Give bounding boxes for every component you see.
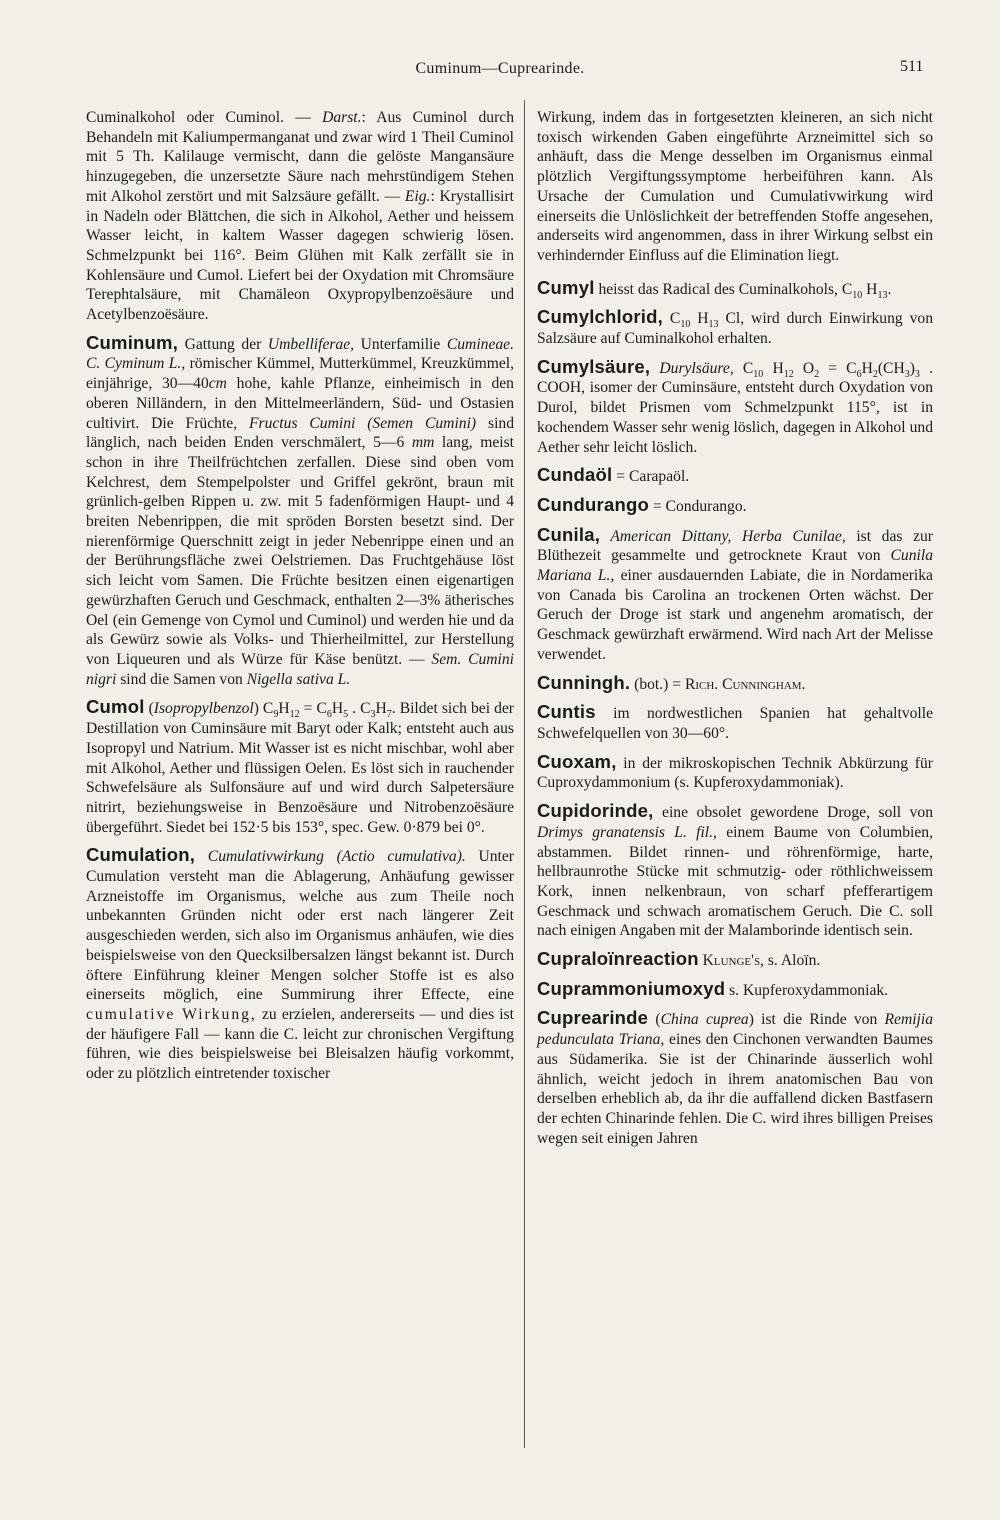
entry-cuntis: Cuntis im nordwestlichen Spanien hat gehaltvolle Schwefelquellen von 30—60°. (537, 701, 933, 742)
entry-cumulation: Cumulation, Cumulativwirkung (Actio cumulativa). Unter Cumulation versteht man die Ablagerung, Anhäufung gewisser Arzneistoffe im Organismus, welche aus zum Theile noch unbekannten Gründen nicht oder erst nach längerer Zeit ausgeschieden werden, sich also im Organismus anhäufen, wie dies beispielsweise von den Quecksilbersalzen längst bekannt ist. Durch öftere Einführung kleiner Mengen solcher Stoffe ist es also einerseits möglich, eine Summirung ihrer Effecte, eine cumulative Wirkung, zu erzielen, andererseits — und dies ist der häufigere Fall — kann die C. leicht zur chronischen Vergiftung führen, wie dies beispielsweise bei Bleisalzen häufig vorkommt, oder zu plötzlich eintretender toxischer (86, 844, 514, 1083)
entry-cumulation-continued: Wirkung, indem das in fortgesetzten kleineren, an sich nicht toxisch wirkenden Gaben eingeführte Arzneimittel sich so anhäuft, dass die Menge desselben im Organismus einmal plötzlich Vergiftungssymptome herbeiführen kann. Als Ursache der Cumulation und Cumulativwirkung wird einerseits die Unlöslichkeit der betreffenden Stoffe angesehen, anderseits wird angenommen, dass in ihrer Wirkung selbst ein verhindernder Einfluss auf die Elimination liegt. (537, 109, 933, 264)
headword-cundaoel: Cundaöl (537, 464, 613, 486)
headword-cuntis: Cuntis (537, 701, 596, 723)
headword-cumylchlorid: Cumylchlorid, (537, 306, 663, 328)
page-number: 511 (900, 58, 924, 75)
entry-cundaoel: Cundaöl = Carapaöl. (537, 464, 690, 486)
headword-cundurango: Cundurango (537, 493, 649, 515)
entry-cunila: Cunila, American Dittany, Herba Cunilae, ist das zur Blüthezeit gesammelte und getrocknete Kraut von Cunila Mariana L., einer ausdauernden Labiate, die in Nordamerika von Canada bis Carolina an trockenen Orten wächst. Der Geruch der Droge ist stark und angenehm aromatisch, der Geschmack gewürzhaft erwärmend. Wird nach Art der Melisse verwendet. (537, 523, 933, 663)
entry-cumylchlorid: Cumylchlorid, $C_{10}$ $H_{13}$ Cl, wird durch Einwirkung von Salzsäure auf Cuminalkohol erhalten. (537, 306, 933, 348)
entry-cuprammoniumoxyd: Cuprammoniumoxyd s. Kupferoxydammoniak. (537, 977, 889, 999)
headword-cumyl: Cumyl (537, 276, 595, 298)
entry-cumol: Cumol (Isopropylbenzol) $C_9H_{12} = C_6H_5$ . $C_3H_7$. Bildet sich bei der Destillation von Cuminsäure mit Baryt oder Kalk; entsteht auch aus Isopropyl und Natrium. Mit Wasser ist es nicht mischbar, wohl aber mit Alkohol, Aether und flüssigen Oelen. Es löst sich in rauchender Schwefelsäure als Sulfonsäure auf und wird durch Salpetersäure nitrirt, beziehungsweise in Benzoësäure und Nitrobenzoësäure übergeführt. Siedet bei 152·5 bis 153°, spec. Gew. 0·879 bei 0°. (86, 696, 514, 836)
headword-cumol: Cumol (86, 696, 145, 718)
headword-cuoxam: Cuoxam, (537, 750, 617, 772)
headword-cunila: Cunila, (537, 523, 601, 545)
headword-cupidorinde: Cupidorinde, (537, 800, 654, 822)
entry-cuminol-continued: Cuminalkohol oder Cuminol. — Darst.: Aus Cuminol durch Behandeln mit Kaliumpermanganat und zwar wird 1 Theil Cuminol mit 5 Th. Kalilauge vermischt, dann die gelöste Mangansäure hinzugegeben, die unzersetzte Säure nach mehrstündigem Stehen mit Alkohol zerstört und mit Salzsäure gefällt. — Eig.: Krystallisirt in Nadeln oder Blättchen, die sich in Alkohol, Aether und heissem Wasser leicht, in kaltem Wasser dagegen schwierig lösen. Schmelzpunkt bei 116°. Beim Glühen mit Kalk zerfällt sie in Kohlensäure und Cumol. Liefert bei der Oxydation mit Chromsäure Terephtalsäure, mit Chamäleon Oxypropylbenzoësäure und Acetylbenzoësäure. (86, 109, 514, 324)
page-header-title: Cuminum—Cuprearinde. (415, 60, 585, 77)
entry-cupraloinreaction: Cupraloïnreaction Klunge's, s. Aloïn. (537, 948, 821, 970)
headword-cunningh: Cunningh. (537, 671, 631, 693)
headword-cuprearinde: Cuprearinde (537, 1007, 649, 1029)
entry-cuprearinde: Cuprearinde (China cuprea) ist die Rinde von Remijia pedunculata Triana, eines den Cinchonen verwandten Baumes aus Südamerika. Sie ist der Chinarinde äusserlich wohl ähnlich, weicht jedoch in ihrem anatomischen Bau von derselben erheblich ab, da ihr die auffallend dicken Bastfasern der echten Chinarinde fehlen. Die C. wird ihres billigen Preises wegen seit einigen Jahren (537, 1007, 934, 1147)
headword-cumylsaeure: Cumylsäure, (537, 355, 651, 377)
column-divider (524, 100, 525, 1448)
right-column (537, 108, 933, 1156)
headword-cuminum: Cuminum, (86, 331, 179, 353)
entry-cuoxam: Cuoxam, in der mikroskopischen Technik Abkürzung für Cuproxydammonium (s. Kupferoxydammoniak). (537, 750, 933, 792)
headword-cupraloinreaction: Cupraloïnreaction (537, 948, 699, 970)
headword-cumulation: Cumulation, (86, 844, 196, 866)
entry-cupidorinde: Cupidorinde, eine obsolet gewordene Droge, soll von Drimys granatensis L. fil., einem Baume von Columbien, abstammen. Bildet rinnen- und röhrenförmige, harte, hellbraunrothe Stücke mit schmutzig- oder röthlichweissem Kork, innen nelkenbraun, von scharf pfefferartigem Geschmack und schwach aromatischem Geruch. Die C. soll nach einigen Angaben mit der Malamborinde identisch sein. (537, 800, 933, 940)
headword-cuprammoniumoxyd: Cuprammoniumoxyd (537, 977, 726, 999)
left-column (86, 108, 514, 1092)
entry-cumylsaeure: Cumylsäure, Durylsäure, $C_{10}$ $H_{12}$ $O_2 = C_6H_2(CH_3)_3$ . COOH, isomer der Cuminsäure, entsteht durch Oxydation von Durol, bildet Prismen vom Schmelzpunkt 115°, ist in kochendem Wasser sehr wenig löslich, dagegen in Alkohol und Aether sehr leicht löslich. (537, 355, 933, 456)
entry-cumyl: Cumyl heisst das Radical des Cuminalkohols, $C_{10}$ $H_{13}$. (537, 276, 892, 301)
entry-cundurango: Cundurango = Condurango. (537, 493, 747, 515)
entry-cuminum: Cuminum, Gattung der Umbelliferae, Unterfamilie Cumineae. C. Cyminum L., römischer Kümmel, Mutterkümmel, Kreuzkümmel, einjährige, 30—40cm hohe, kahle Pflanze, einheimisch in den oberen Nilländern, in den Mittelmeerländern, Süd- und Ostasien cultivirt. Die Früchte, Fructus Cumini (Semen Cumini) sind länglich, nach beiden Enden verschmälert, 5—6 mm lang, meist schon in ihre Theilfrüchtchen zerfallen. Diese sind oben vom Kelchrest, dem Stempelpolster und Griffel gekrönt, braun mit grünlich-gelben Rippen u. zw. mit 5 fadenförmigen Haupt- und 4 breiten Nebenrippen, die mit spröden Borsten besetzt sind. Der nierenförmige Querschnitt zeigt in jeder Nebenrippe einen und an der Berührungsfläche zwei Oelstriemen. Das Fruchtgehäuse löst sich leicht vom Samen. Die Früchte besitzen einen eigenartigen gewürzhaften Geruch und Geschmack, enthalten 2—3% ätherisches Oel (ein Gemenge von Cymol und Cuminol) und werden hie und da als Gewürz sowie als Volks- und Thierheilmittel, zur Herstellung von Liqueuren und als Würze für Käse benützt. — Sem. Cumini nigri sind die Samen von Nigella sativa L. (86, 331, 514, 688)
entry-cunningh: Cunningh. (bot.) = Rich. Cunningham. (537, 671, 806, 693)
